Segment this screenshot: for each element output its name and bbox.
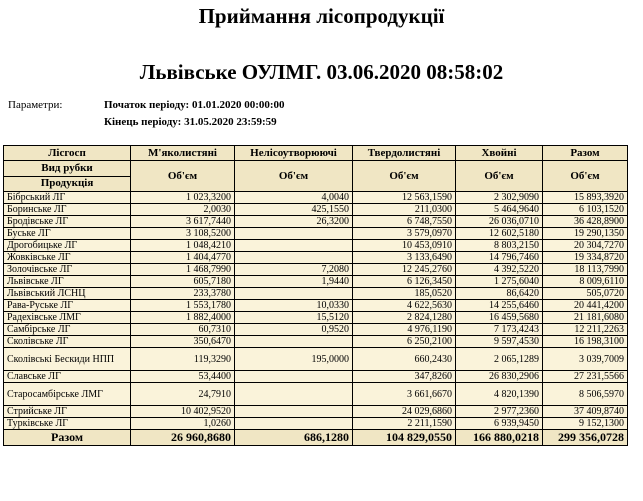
- cell-total: 27 231,5566: [543, 371, 628, 383]
- cell-soft: 605,7180: [131, 276, 235, 288]
- cell-non: 0,9520: [235, 324, 353, 336]
- cell-non: 10,0330: [235, 300, 353, 312]
- cell-total: 19 290,1350: [543, 228, 628, 240]
- totals-non: 686,1280: [235, 430, 353, 446]
- table-row: [4, 312, 628, 324]
- cell-soft: 3 617,7440: [131, 216, 235, 228]
- cell-name: Львівське ЛГ: [4, 276, 131, 288]
- header-volume-conif: Об'єм: [456, 161, 543, 192]
- cell-total: 505,0720: [543, 288, 628, 300]
- cell-non: 195,0000: [235, 348, 353, 371]
- cell-soft: 1 882,4000: [131, 312, 235, 324]
- totals-row: [4, 430, 628, 446]
- totals-soft: 26 960,8680: [131, 430, 235, 446]
- cell-hard: 2 824,1280: [353, 312, 456, 324]
- cell-name: Рава-Руське ЛГ: [4, 300, 131, 312]
- header-volume-non: Об'єм: [235, 161, 353, 192]
- cell-conif: 2 065,1289: [456, 348, 543, 371]
- cell-soft: 10 402,9520: [131, 406, 235, 418]
- cell-conif: 26 036,0710: [456, 216, 543, 228]
- cell-hard: 185,0520: [353, 288, 456, 300]
- cell-non: 1,9440: [235, 276, 353, 288]
- cell-total: 19 334,8720: [543, 252, 628, 264]
- table-row: [4, 383, 628, 406]
- acceptance-table: [3, 145, 628, 446]
- header-volume-total: Об'єм: [543, 161, 628, 192]
- table-row: [4, 228, 628, 240]
- table-row: [4, 371, 628, 383]
- cell-non: [235, 228, 353, 240]
- table-row: [4, 348, 628, 371]
- cell-name: Буське ЛГ: [4, 228, 131, 240]
- table-body: [4, 192, 628, 430]
- header-volume-soft: Об'єм: [131, 161, 235, 192]
- header-coniferous: Хвойні: [456, 146, 543, 161]
- cell-name: Боринське ЛГ: [4, 204, 131, 216]
- cell-name: Самбірське ЛГ: [4, 324, 131, 336]
- cell-non: [235, 371, 353, 383]
- cell-hard: 211,0300: [353, 204, 456, 216]
- cell-hard: 12 563,1590: [353, 192, 456, 204]
- cell-non: [235, 252, 353, 264]
- cell-conif: 86,6420: [456, 288, 543, 300]
- table-row: [4, 264, 628, 276]
- cell-hard: 347,8260: [353, 371, 456, 383]
- cell-conif: 2 977,2360: [456, 406, 543, 418]
- cell-total: 20 441,4200: [543, 300, 628, 312]
- parameters-label: Параметри:: [8, 99, 63, 111]
- cell-non: 15,5120: [235, 312, 353, 324]
- cell-total: 16 198,3100: [543, 336, 628, 348]
- cell-conif: 12 602,5180: [456, 228, 543, 240]
- header-cutting-type: Вид рубки: [4, 161, 131, 177]
- cell-non: 7,2080: [235, 264, 353, 276]
- cell-name: Сколівське ЛГ: [4, 336, 131, 348]
- cell-total: 20 304,7270: [543, 240, 628, 252]
- cell-soft: 1 468,7990: [131, 264, 235, 276]
- header-volume-hard: Об'єм: [353, 161, 456, 192]
- cell-non: [235, 383, 353, 406]
- cell-name: Старосамбірське ЛМГ: [4, 383, 131, 406]
- cell-conif: 9 597,4530: [456, 336, 543, 348]
- cell-non: [235, 288, 353, 300]
- cell-hard: 3 133,6490: [353, 252, 456, 264]
- cell-non: [235, 406, 353, 418]
- cell-conif: 14 796,7460: [456, 252, 543, 264]
- cell-name: Бібрський ЛГ: [4, 192, 131, 204]
- header-product: Продукція: [4, 176, 131, 192]
- cell-total: 3 039,7009: [543, 348, 628, 371]
- cell-soft: 119,3290: [131, 348, 235, 371]
- table-row: [4, 216, 628, 228]
- cell-conif: 16 459,5680: [456, 312, 543, 324]
- table-row: [4, 288, 628, 300]
- cell-total: 36 428,8900: [543, 216, 628, 228]
- cell-conif: 4 820,1390: [456, 383, 543, 406]
- cell-name: Сколівські Бескиди НПП: [4, 348, 131, 371]
- cell-soft: 2,0030: [131, 204, 235, 216]
- cell-total: 37 409,8740: [543, 406, 628, 418]
- cell-hard: 24 029,6860: [353, 406, 456, 418]
- cell-soft: 1 404,4770: [131, 252, 235, 264]
- cell-non: [235, 418, 353, 430]
- cell-total: 18 113,7990: [543, 264, 628, 276]
- cell-non: 26,3200: [235, 216, 353, 228]
- cell-name: Стрийське ЛГ: [4, 406, 131, 418]
- cell-hard: 10 453,0910: [353, 240, 456, 252]
- cell-conif: 26 830,2906: [456, 371, 543, 383]
- table-row: [4, 252, 628, 264]
- cell-conif: 5 464,9640: [456, 204, 543, 216]
- cell-soft: 1 553,1780: [131, 300, 235, 312]
- report-title: Приймання лісопродукції: [198, 4, 445, 28]
- cell-hard: 6 748,7550: [353, 216, 456, 228]
- cell-hard: 4 976,1190: [353, 324, 456, 336]
- cell-conif: 6 939,9450: [456, 418, 543, 430]
- cell-total: 15 893,3920: [543, 192, 628, 204]
- table-row: [4, 192, 628, 204]
- cell-hard: 4 622,5630: [353, 300, 456, 312]
- cell-hard: 6 250,2100: [353, 336, 456, 348]
- cell-non: 425,1550: [235, 204, 353, 216]
- cell-soft: 53,4400: [131, 371, 235, 383]
- cell-soft: 233,3780: [131, 288, 235, 300]
- header-nonforming: Нелісоутворюючі: [235, 146, 353, 161]
- cell-soft: 1 023,3200: [131, 192, 235, 204]
- cell-conif: 8 803,2150: [456, 240, 543, 252]
- period-end: Кінець періоду: 31.05.2020 23:59:59: [104, 116, 277, 128]
- table-row: [4, 324, 628, 336]
- totals-total: 299 356,0728: [543, 430, 628, 446]
- cell-total: 21 181,6080: [543, 312, 628, 324]
- cell-name: Славське ЛГ: [4, 371, 131, 383]
- cell-name: Золочівське ЛГ: [4, 264, 131, 276]
- cell-conif: 4 392,5220: [456, 264, 543, 276]
- table-row: [4, 240, 628, 252]
- cell-name: Львівський ЛСНЦ: [4, 288, 131, 300]
- cell-total: 8 506,5970: [543, 383, 628, 406]
- cell-name: Бродівське ЛГ: [4, 216, 131, 228]
- cell-hard: 3 661,6670: [353, 383, 456, 406]
- totals-conif: 166 880,0218: [456, 430, 543, 446]
- totals-label: Разом: [4, 430, 131, 446]
- header-total: Разом: [543, 146, 628, 161]
- header-hardwood: Твердолистяні: [353, 146, 456, 161]
- totals-hard: 104 829,0550: [353, 430, 456, 446]
- cell-hard: 6 126,3450: [353, 276, 456, 288]
- cell-conif: 14 255,6460: [456, 300, 543, 312]
- cell-soft: 1 048,4210: [131, 240, 235, 252]
- cell-hard: 12 245,2760: [353, 264, 456, 276]
- cell-soft: 3 108,5200: [131, 228, 235, 240]
- table-row: [4, 418, 628, 430]
- cell-conif: 7 173,4243: [456, 324, 543, 336]
- cell-soft: 350,6470: [131, 336, 235, 348]
- cell-conif: 1 275,6040: [456, 276, 543, 288]
- cell-soft: 60,7310: [131, 324, 235, 336]
- cell-name: Дрогобицьке ЛГ: [4, 240, 131, 252]
- header-forestry: Лісгосп: [4, 146, 131, 161]
- table-row: [4, 406, 628, 418]
- table-row: [4, 336, 628, 348]
- cell-total: 12 211,2263: [543, 324, 628, 336]
- cell-name: Радехівське ЛМГ: [4, 312, 131, 324]
- cell-total: 6 103,1520: [543, 204, 628, 216]
- cell-hard: 2 211,1590: [353, 418, 456, 430]
- cell-total: 9 152,1300: [543, 418, 628, 430]
- table-row: [4, 204, 628, 216]
- cell-non: [235, 240, 353, 252]
- cell-soft: 1,0260: [131, 418, 235, 430]
- cell-soft: 24,7910: [131, 383, 235, 406]
- cell-hard: 3 579,0970: [353, 228, 456, 240]
- header-softwood: М'яколистяні: [131, 146, 235, 161]
- cell-non: 4,0040: [235, 192, 353, 204]
- cell-name: Жовківське ЛГ: [4, 252, 131, 264]
- cell-hard: 660,2430: [353, 348, 456, 371]
- report-subtitle: Львівське ОУЛМГ. 03.06.2020 08:58:02: [139, 60, 504, 84]
- cell-conif: 2 302,9090: [456, 192, 543, 204]
- period-start: Початок періоду: 01.01.2020 00:00:00: [104, 99, 285, 111]
- cell-name: Турківське ЛГ: [4, 418, 131, 430]
- table-row: [4, 276, 628, 288]
- table-row: [4, 300, 628, 312]
- cell-total: 8 009,6110: [543, 276, 628, 288]
- cell-non: [235, 336, 353, 348]
